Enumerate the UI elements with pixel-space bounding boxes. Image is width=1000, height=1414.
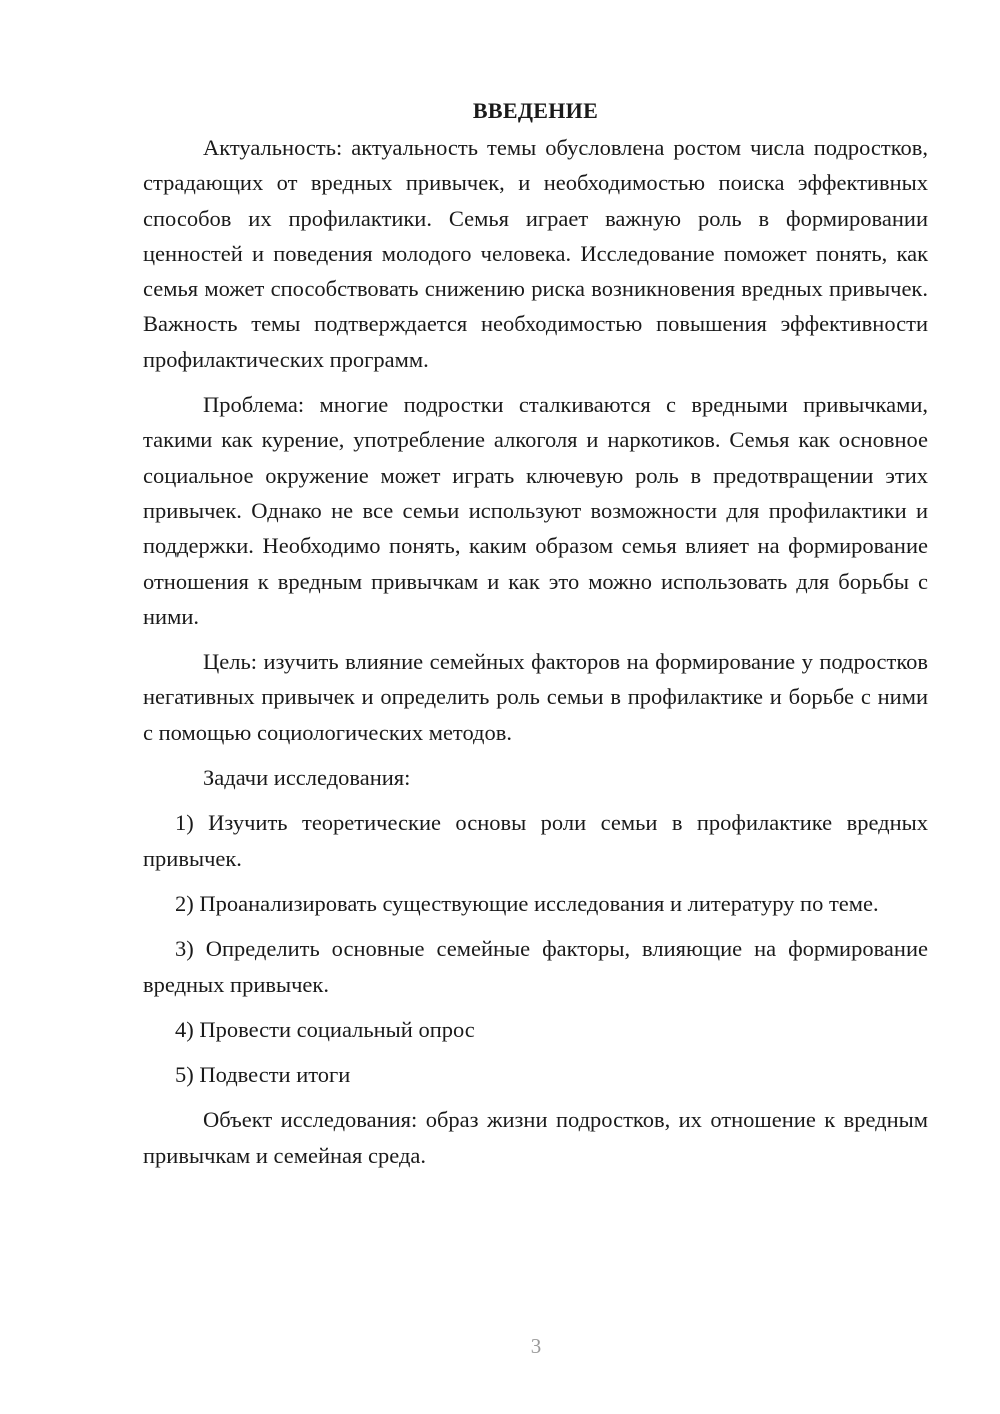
task-item: 3) Определить основные семейные факторы, влияющие на формирование вредных привычек. bbox=[143, 936, 928, 997]
goal-paragraph: Цель: изучить влияние семейных факторов на формирование у подростков негативных привычек и определить роль семьи в профилактике и борьбе с ними с помощью социологических методов. bbox=[143, 649, 928, 745]
task-item: 1) Изучить теоретические основы роли семьи в профилактике вредных привычек. bbox=[143, 810, 928, 871]
object-paragraph: Объект исследования: образ жизни подростков, их отношение к вредным привычкам и семейная среда. bbox=[143, 1107, 928, 1168]
section-title: ВВЕДЕНИЕ bbox=[472, 98, 599, 123]
tasks-list bbox=[143, 805, 928, 1092]
task-item: 5) Подвести итоги bbox=[175, 1062, 351, 1088]
relevance-paragraph: Актуальность: актуальность темы обусловлена ростом числа подростков, страдающих от вредных привычек, и необходимостью поиска эффективных способов их профилактики. Семья играет важную роль в формировании ценностей и поведения молодого человека. Исследование поможет понять, как семья может способствовать снижению риска возникновения вредных привычек. Важность темы подтверждается необходимостью повышения эффективности профилактических программ. bbox=[143, 135, 928, 372]
task-item: 4) Провести социальный опрос bbox=[175, 1016, 475, 1042]
page-number: 3 bbox=[530, 1334, 542, 1358]
page-content bbox=[143, 96, 928, 1179]
problem-paragraph: Проблема: многие подростки сталкиваются с вредными привычками, такими как курение, употребление алкоголя и наркотиков. Семья как основное социальное окружение может играть ключевую роль в предотвращении этих привычек. Однако не все семьи используют возможности для профилактики и поддержки. Необходимо понять, каким образом семья влияет на формирование отношения к вредным привычкам и как это можно использовать для борьбы с ними. bbox=[143, 392, 928, 629]
task-item: 2) Проанализировать существующие исследования и литературу по теме. bbox=[175, 890, 879, 916]
tasks-heading: Задачи исследования: bbox=[203, 765, 411, 791]
